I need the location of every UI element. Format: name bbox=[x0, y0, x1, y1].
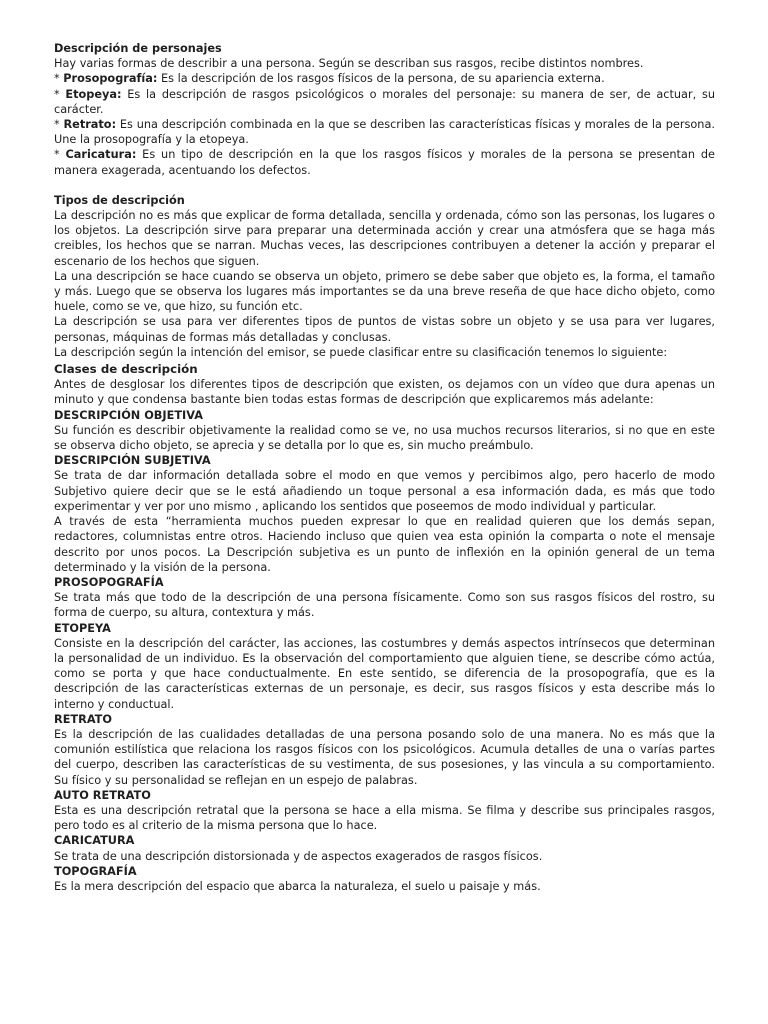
item-prosopografia bbox=[54, 71, 715, 86]
heading-topografia: TOPOGRAFÍA bbox=[54, 864, 137, 878]
paragraph: Se trata más que todo de la descripción de una persona físicamente. Como son sus rasgos físicos del rostro, su forma de cuerpo, su altura, contextura y más. bbox=[54, 591, 715, 620]
paragraph: Se trata de dar información detallada sobre el modo en que vemos y percibimos algo, pero hacerlo de modo Subjetivo quiere decir que se le está añadiendo un toque personal a esa información dada, es más que todo experimentar y ver por uno mismo , aplicando los sentidos que poseemos de modo individual y particular. bbox=[54, 469, 715, 513]
bullet: * bbox=[54, 118, 64, 132]
heading-retrato: RETRATO bbox=[54, 712, 112, 726]
section-title-clases-descripcion: Clases de descripción bbox=[54, 362, 198, 377]
heading-descripcion-subjetiva: DESCRIPCIÓN SUBJETIVA bbox=[54, 454, 211, 468]
term: Prosopografía: bbox=[63, 72, 158, 86]
bullet: * bbox=[54, 72, 64, 86]
heading-etopeya: ETOPEYA bbox=[54, 621, 111, 635]
item-caricatura bbox=[54, 147, 715, 177]
definition: Es una descripción combinada en la que se describen las características físicas y morales de la persona. Une la prosopografía y la etopeya. bbox=[54, 118, 715, 147]
paragraph: La descripción se usa para ver diferentes tipos de puntos de vistas sobre un objeto y se usa para ver lugares, personas, máquinas de formas más detalladas y conclusas. bbox=[54, 315, 715, 344]
section-title-tipos-descripcion: Tipos de descripción bbox=[54, 193, 185, 207]
spacer bbox=[54, 178, 715, 193]
term: Caricatura: bbox=[65, 148, 137, 162]
section-title-descripcion-personajes: Descripción de personajes bbox=[54, 42, 222, 55]
bullet: * bbox=[54, 148, 66, 162]
paragraph: Su función es describir objetivamente la realidad como se ve, no usa muchos recursos literarios, si no que en este se observa dicho objeto, se aprecia y se detalla por lo que es, sin mucho preámbulo. bbox=[54, 423, 715, 453]
paragraph: La descripción no es más que explicar de forma detallada, sencilla y ordenada, cómo son las personas, los lugares o los objetos. La descripción sirve para preparar una determinada acción y crear una atmósfera que se haga más creibles, los hechos que se narran. Muchas veces, las descripciones contribuyen a detener la acción y preparar el escenario de los hechos que siguen. bbox=[54, 209, 715, 268]
section1-intro: Hay varias formas de describir a una persona. Según se describan sus rasgos, recibe distintos nombres. bbox=[54, 57, 644, 71]
definition: Es la descripción de los rasgos físicos de la persona, de su apariencia externa. bbox=[157, 72, 605, 86]
heading-prosopografia: PROSOPOGRAFÍA bbox=[54, 575, 164, 589]
section3-intro: Antes de desglosar los diferentes tipos de descripción que existen, os dejamos con un vídeo que dura apenas un minuto y que condensa bastante bien todas estas formas de descripción que explicaremos más adelante: bbox=[54, 378, 715, 407]
paragraph: La una descripción se hace cuando se observa un objeto, primero se debe saber que objeto es, la forma, el tamaño y más. Luego que se observa los lugares más importantes se da una breve reseña de que hace dicho objeto, como huele, como se ve, que hizo, su función etc. bbox=[54, 269, 715, 314]
bullet: * bbox=[54, 87, 66, 101]
paragraph: Es la descripción de las cualidades detalladas de una persona posando solo de una manera. No es más que la comunión estilística que relaciona los rasgos físicos con los psicológicos. Acumula detalles de una o varías partes del cuerpo, describen las características de su vestimenta, de sus posesiones, y las vincula a su comportamiento. Su físico y su personalidad se reflejan en un espejo de palabras. bbox=[54, 727, 715, 787]
paragraph: La descripción según la intención del emisor, se puede clasificar entre su clasificación tenemos lo siguiente: bbox=[54, 345, 668, 359]
paragraph: Es la mera descripción del espacio que abarca la naturaleza, el suelo u paisaje y más. bbox=[54, 879, 541, 893]
item-retrato bbox=[54, 117, 715, 147]
item-etopeya bbox=[54, 87, 715, 117]
paragraph: Esta es una descripción retratal que la persona se hace a ella misma. Se filma y describe sus principales rasgos, pero todo es al criterio de la misma persona que lo hace. bbox=[54, 803, 715, 833]
paragraph: A través de esta “herramienta muchos pueden expresar lo que en realidad quieren que los demás sepan, redactores, columnistas entre otros. Haciendo incluso que quien vea esta opinión la comparta o note el mensaje descrito por unos pocos. La Descripción subjetiva es un punto de inflexión en la opinión general de un tema determinado y la visión de la persona. bbox=[54, 515, 715, 574]
term: Etopeya: bbox=[65, 87, 122, 101]
term: Retrato: bbox=[63, 118, 117, 132]
heading-caricatura: CARICATURA bbox=[54, 834, 135, 848]
paragraph: Consiste en la descripción del carácter, las acciones, las costumbres y demás aspectos intrínsecos que determinan la personalidad de un individuo. Es la observación del comportamiento que alguien tiene, se describe cómo actúa, como se porta y que hace conductualmente. En este sentido, se diferencia de la prosopografía, que es la descripción de las características externas de un personaje, es decir, sus rasgos físicos y esta describe más lo interno y conductual. bbox=[54, 636, 715, 711]
heading-auto-retrato: AUTO RETRATO bbox=[54, 788, 151, 802]
definition: Es la descripción de rasgos psicológicos o morales del personaje: su manera de ser, de actuar, su carácter. bbox=[54, 87, 715, 116]
definition: Es un tipo de descripción en la que los rasgos físicos y morales de la persona se presentan de manera exagerada, acentuando los defectos. bbox=[54, 148, 715, 177]
paragraph: Se trata de una descripción distorsionada y de aspectos exagerados de rasgos físicos. bbox=[54, 849, 543, 863]
document-page bbox=[54, 41, 715, 894]
heading-descripcion-objetiva: DESCRIPCIÓN OBJETIVA bbox=[54, 408, 203, 422]
